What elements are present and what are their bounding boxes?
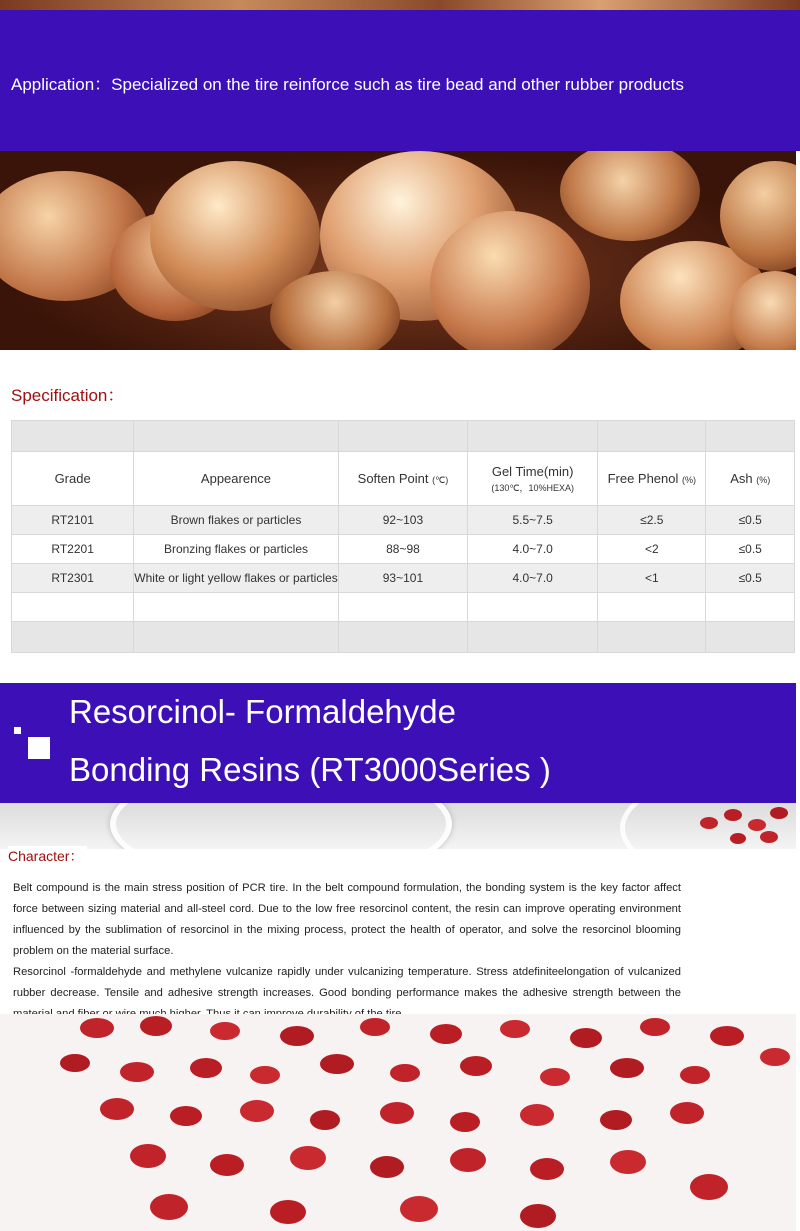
- table-top-band: [12, 421, 795, 452]
- cell-free-phenol: <1: [598, 564, 706, 593]
- application-banner: [0, 10, 800, 151]
- cell-appearance: Brown flakes or particles: [134, 506, 338, 535]
- specification-table: [11, 420, 795, 653]
- cell-ash: ≤0.5: [706, 564, 795, 593]
- cell-free-phenol: ≤2.5: [598, 506, 706, 535]
- series-title-line1: Resorcinol- Formaldehyde: [69, 693, 456, 730]
- cell-appearance: White or light yellow flakes or particles: [134, 564, 338, 593]
- small-square-decoration-icon: [14, 727, 21, 734]
- cell-grade: RT2101: [12, 506, 134, 535]
- character-title: Character：: [8, 846, 87, 866]
- header-soften-point-label: Soften Point: [357, 471, 429, 486]
- table-row: [12, 506, 795, 535]
- glass-dish-image: [0, 803, 796, 849]
- series-title-line2: Bonding Resins (RT3000Series ): [69, 751, 551, 788]
- header-gel-time-condition: (130℃，10%HEXA): [491, 482, 574, 493]
- cell-gel-time: 4.0~7.0: [468, 564, 598, 593]
- square-decoration-icon: [28, 737, 50, 759]
- character-paragraph: Belt compound is the main stress position of PCR tire. In the belt compound formulation, the bonding system is the key factor affect force between sizing material and all-steel cord. Due to the low free resorcinol content, the resin can improve operating environment influenced by the sublimation of resorcinol in the mixing process, protect the health of operator, and solve the resorcinol blooming problem on the material surface.: [13, 882, 681, 957]
- table-header-row: [12, 452, 795, 506]
- cell-free-phenol: <2: [598, 535, 706, 564]
- header-free-phenol-label: Free Phenol: [607, 471, 679, 486]
- cell-soften-point: 93~101: [338, 564, 467, 593]
- application-text: Application：Specialized on the tire reinforce such as tire bead and other rubber products: [11, 75, 684, 94]
- top-product-image-strip: [0, 0, 800, 10]
- header-soften-point: [338, 452, 467, 506]
- character-description: [13, 878, 681, 1025]
- table-row: [12, 535, 795, 564]
- cell-grade: RT2201: [12, 535, 134, 564]
- cell-appearance: Bronzing flakes or particles: [134, 535, 338, 564]
- cell-ash: ≤0.5: [706, 506, 795, 535]
- table-bottom-band: [12, 622, 795, 653]
- table-row: [12, 564, 795, 593]
- header-gel-time-label: Gel Time(min): [491, 463, 574, 479]
- header-free-phenol-unit: (%): [682, 475, 697, 485]
- table-empty-row: [12, 593, 795, 622]
- cell-soften-point: 92~103: [338, 506, 467, 535]
- header-appearance: Appearence: [134, 452, 338, 506]
- specification-title: Specification：: [11, 386, 125, 405]
- header-soften-point-unit: (℃): [432, 475, 449, 485]
- red-resin-beads-image: [0, 1014, 796, 1231]
- header-free-phenol: [598, 452, 706, 506]
- cell-gel-time: 5.5~7.5: [468, 506, 598, 535]
- cell-soften-point: 88~98: [338, 535, 467, 564]
- header-gel-time: [468, 452, 598, 506]
- amber-resin-beads-image: [0, 151, 796, 350]
- cell-gel-time: 4.0~7.0: [468, 535, 598, 564]
- header-ash: [706, 452, 795, 506]
- character-paragraph: Resorcinol -formaldehyde and methylene vulcanize rapidly under vulcanizing temperature. Stress atdefiniteelongation of vulcanized rubber decrease. Tensile and adhesive strength increases. Good bonding performance makes the adhesive strength between the: [13, 966, 681, 999]
- header-ash-label: Ash: [730, 471, 753, 486]
- header-ash-unit: (%): [756, 475, 771, 485]
- cell-ash: ≤0.5: [706, 535, 795, 564]
- cell-grade: RT2301: [12, 564, 134, 593]
- header-grade: Grade: [12, 452, 134, 506]
